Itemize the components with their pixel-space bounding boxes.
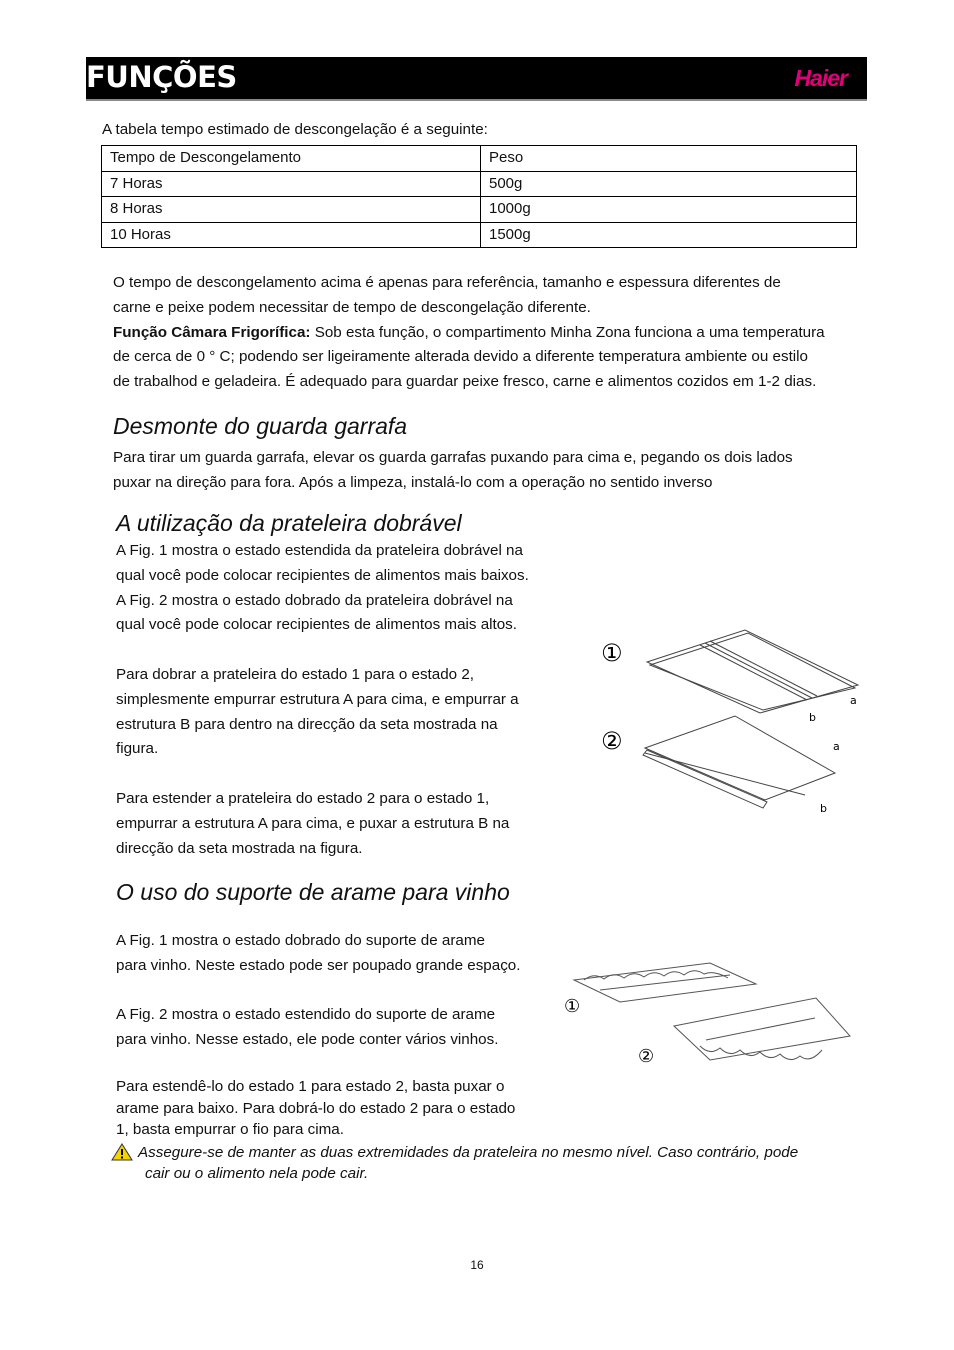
body-line: Para dobrar a prateleira do estado 1 para o estado 2, xyxy=(116,665,474,683)
body-line: direcção da seta mostrada na figura. xyxy=(116,839,363,857)
chill-function-line xyxy=(113,321,825,346)
page-header xyxy=(86,57,867,99)
table-header-cell: Peso xyxy=(481,146,857,172)
section-title: O uso do suporte de arame para vinho xyxy=(116,879,510,905)
table-header-row xyxy=(102,146,857,172)
body-line: A Fig. 2 mostra o estado estendido do suporte de arame xyxy=(116,1006,496,1024)
section-title: A utilização da prateleira dobrável xyxy=(116,510,462,536)
section-body xyxy=(113,446,793,496)
warning-line: Assegure-se de manter as duas extremidades da prateleira no mesmo nível. Caso contrário, pode xyxy=(138,1144,799,1161)
figure-number: ① xyxy=(601,639,623,667)
section-body xyxy=(116,929,520,1053)
note-line: de cerca de 0 ° C; podendo ser ligeiramente alterada devido a diferente temperatura ambiente ou estilo xyxy=(113,348,808,366)
body-line: arame para baixo. Para dobrá-lo do estado 2 para o estado xyxy=(116,1099,516,1117)
table-intro: A tabela tempo estimado de descongelação é a seguinte: xyxy=(102,121,488,138)
note-line: carne e peixe podem necessitar de tempo de descongelação diferente. xyxy=(113,298,591,316)
body-line: Para estendê-lo do estado 1 para estado 2, basta puxar o xyxy=(116,1078,505,1095)
table-cell: 8 Horas xyxy=(102,197,481,223)
label-a: a xyxy=(833,740,840,753)
figure-number: ② xyxy=(601,727,623,755)
page-title: FUNÇÕES xyxy=(86,60,237,94)
table-cell: 10 Horas xyxy=(102,222,481,248)
body-line: para vinho. Neste estado pode ser poupado grande espaço. xyxy=(116,956,521,974)
body-line: A Fig. 1 mostra o estado estendida da prateleira dobrável na xyxy=(116,542,523,559)
body-line: Para estender a prateleira do estado 2 para o estado 1, xyxy=(116,789,490,807)
page-number: 16 xyxy=(470,1258,484,1272)
body-line: qual você pode colocar recipientes de alimentos mais altos. xyxy=(116,616,518,634)
warning-text xyxy=(138,1142,798,1163)
body-line: figura. xyxy=(116,740,159,758)
wine-rack-figure xyxy=(560,960,860,1070)
chill-function-label: Função Câmara Frigorífica: xyxy=(113,323,311,341)
body-line: puxar na direção para fora. Após a limpeza, instalá-lo com a operação no sentido inverso xyxy=(113,473,713,491)
defrost-note xyxy=(113,271,825,395)
warning-text xyxy=(145,1163,368,1184)
section-body xyxy=(116,1076,515,1141)
figure-number: ② xyxy=(638,1046,655,1067)
haier-logo: Haier xyxy=(794,65,847,91)
body-line: 1, basta empurrar o fio para cima. xyxy=(116,1121,344,1138)
table-cell: 500g xyxy=(481,171,857,197)
table-cell: 1000g xyxy=(481,197,857,223)
body-line: empurrar a estrutura A para cima, e puxar a estrutura B na xyxy=(116,814,510,832)
section-body xyxy=(116,539,529,861)
note-line: O tempo de descongelamento acima é apenas para referência, tamanho e espessura diferentes de xyxy=(113,274,781,291)
label-a: a xyxy=(850,694,857,707)
table-row xyxy=(102,171,857,197)
label-b: b xyxy=(809,711,816,724)
warning-icon xyxy=(111,1143,133,1161)
folding-shelf-figure xyxy=(595,625,870,825)
warning-line: cair ou o alimento nela pode cair. xyxy=(145,1165,369,1182)
body-line: A Fig. 2 mostra o estado dobrado da prateleira dobrável na xyxy=(116,591,513,609)
body-line: para vinho. Nesse estado, ele pode conter vários vinhos. xyxy=(116,1031,499,1049)
table-row xyxy=(102,222,857,248)
table-cell: 1500g xyxy=(481,222,857,248)
figure-number: ① xyxy=(564,996,581,1017)
table-cell: 7 Horas xyxy=(102,171,481,197)
section-title: Desmonte do guarda garrafa xyxy=(113,413,408,439)
body-line: Para tirar um guarda garrafa, elevar os guarda garrafas puxando para cima e, pegando os dois lados xyxy=(113,449,793,466)
table-header-cell: Tempo de Descongelamento xyxy=(102,146,481,172)
note-line: de trabalhod e geladeira. É adequado para guardar peixe fresco, carne e alimentos cozidos em 1-2 dias. xyxy=(113,373,817,391)
body-line: simplesmente empurrar estrutura A para cima, e empurrar a xyxy=(116,690,519,708)
table-row xyxy=(102,197,857,223)
body-line: estrutura B para dentro na direcção da seta mostrada na xyxy=(116,715,498,733)
note-line: Sob esta função, o compartimento Minha Zona funciona a uma temperatura xyxy=(310,323,825,341)
body-line: qual você pode colocar recipientes de alimentos mais baixos. xyxy=(116,566,529,584)
defrost-table xyxy=(101,145,857,248)
label-b: b xyxy=(820,802,827,815)
body-line: A Fig. 1 mostra o estado dobrado do suporte de arame xyxy=(116,932,485,949)
